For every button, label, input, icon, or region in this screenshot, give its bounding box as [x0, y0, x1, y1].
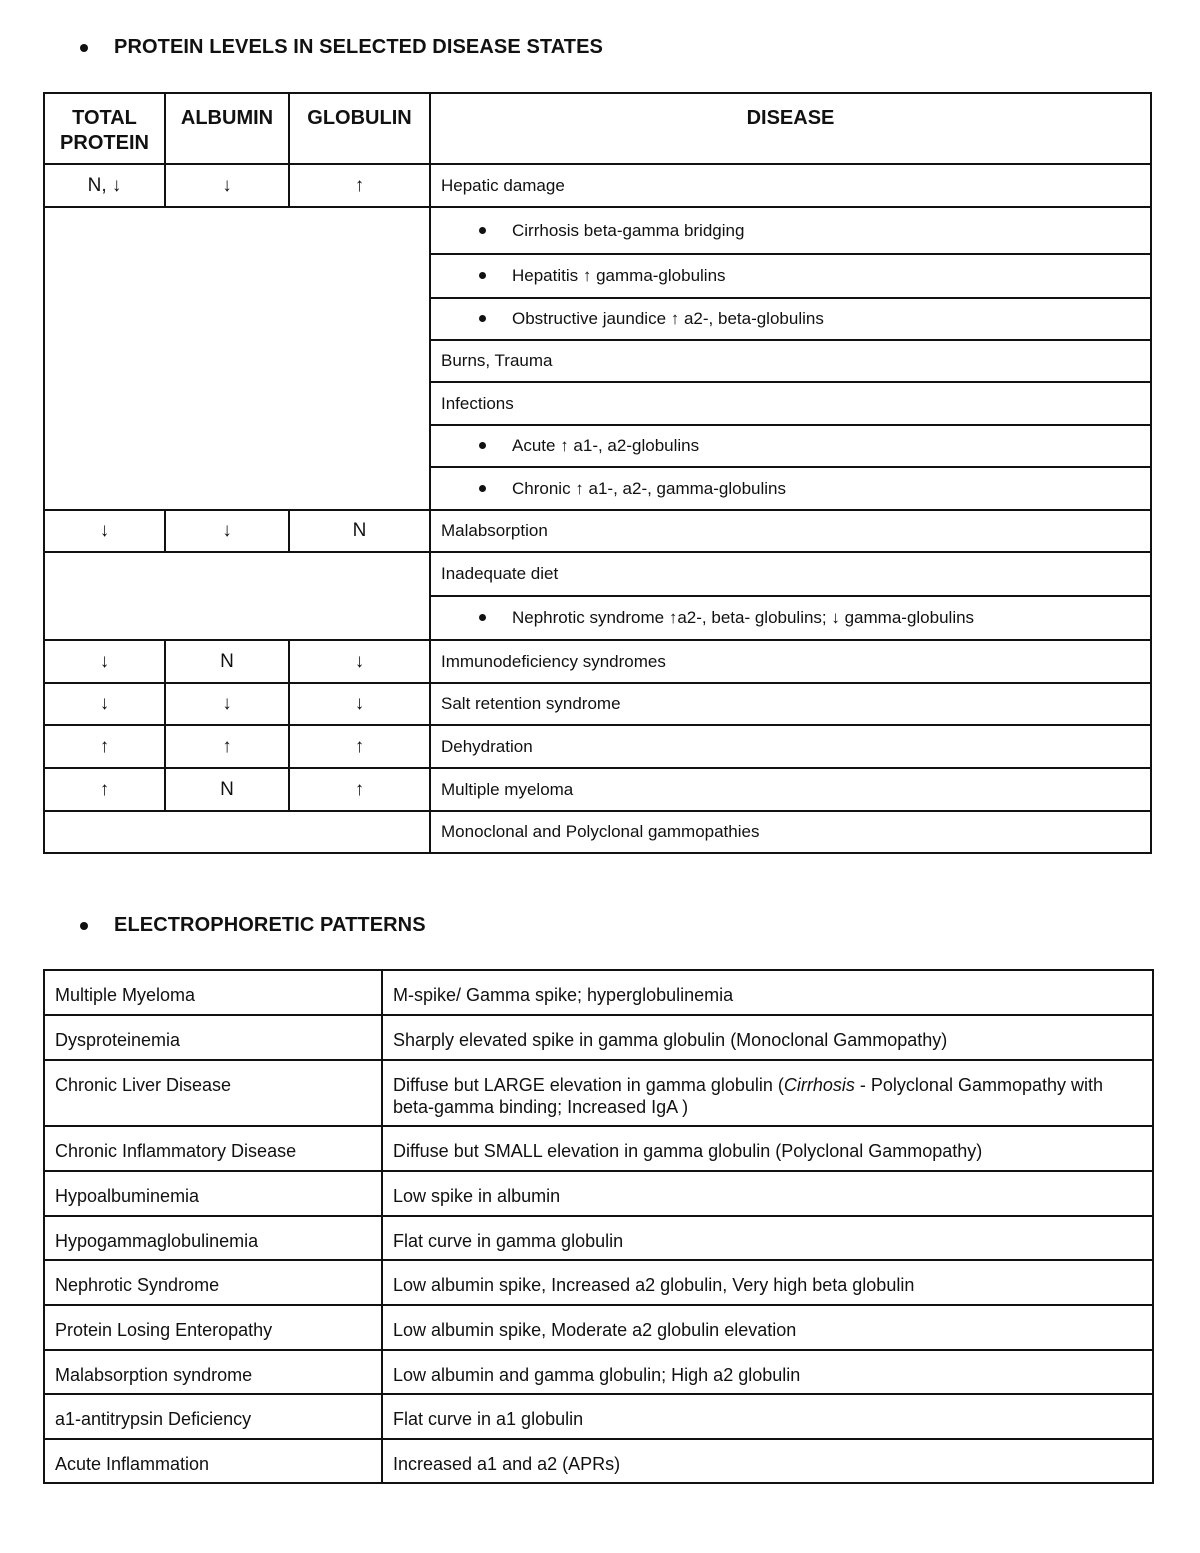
section-title: ELECTROPHORETIC PATTERNS	[114, 914, 426, 936]
disease-cell	[430, 298, 1151, 340]
disease-cell: Infections	[430, 382, 1151, 425]
section-title: PROTEIN LEVELS IN SELECTED DISEASE STATES	[114, 36, 603, 58]
table-row	[44, 970, 1153, 1015]
condition-cell: Acute Inflammation	[44, 1439, 382, 1483]
bullet-icon	[80, 922, 88, 930]
table-row	[44, 1015, 1153, 1060]
disease-cell	[430, 207, 1151, 254]
disease-text: Cirrhosis beta-gamma bridging	[512, 220, 745, 240]
condition-cell: Hypogammaglobulinemia	[44, 1216, 382, 1260]
disease-cell: Malabsorption	[430, 510, 1151, 552]
disease-text: Chronic ↑ a1-, a2-, gamma-globulins	[512, 478, 787, 498]
electrophoretic-patterns-table	[43, 969, 1154, 1484]
condition-cell: Chronic Inflammatory Disease	[44, 1126, 382, 1171]
table-row	[44, 207, 1151, 254]
pattern-cell: Sharply elevated spike in gamma globulin (Monoclonal Gammopathy)	[382, 1015, 1153, 1060]
table-row	[44, 1216, 1153, 1260]
table-row	[44, 510, 1151, 552]
disease-cell: Monoclonal and Polyclonal gammopathies	[430, 811, 1151, 853]
condition-cell: Protein Losing Enteropathy	[44, 1305, 382, 1350]
bullet-icon	[479, 442, 486, 449]
table-row	[44, 1305, 1153, 1350]
table-row	[44, 552, 1151, 596]
pattern-cell: M-spike/ Gamma spike; hyperglobulinemia	[382, 970, 1153, 1015]
table-row	[44, 811, 1151, 853]
condition-cell: a1-antitrypsin Deficiency	[44, 1394, 382, 1439]
disease-cell: Hepatic damage	[430, 164, 1151, 207]
empty-values-cell	[44, 552, 430, 640]
table-header-row	[44, 93, 1151, 164]
albumin-cell: ↑	[165, 725, 289, 768]
pattern-cell: Low albumin spike, Moderate a2 globulin elevation	[382, 1305, 1153, 1350]
bullet-icon	[479, 272, 486, 279]
section-heading-protein-levels	[80, 36, 603, 59]
disease-cell: Salt retention syndrome	[430, 683, 1151, 725]
table-row	[44, 1171, 1153, 1216]
table-row	[44, 1350, 1153, 1394]
pattern-cell: Increased a1 and a2 (APRs)	[382, 1439, 1153, 1483]
globulin-cell: N	[289, 510, 430, 552]
pattern-cell: Flat curve in a1 globulin	[382, 1394, 1153, 1439]
pattern-cell: Diffuse but SMALL elevation in gamma globulin (Polyclonal Gammopathy)	[382, 1126, 1153, 1171]
albumin-cell: ↓	[165, 510, 289, 552]
table-row	[44, 1060, 1153, 1126]
pattern-text: - Polyclonal Gammopathy with beta-gamma binding; Increased IgA )	[393, 1075, 1104, 1117]
pattern-cell: Low albumin and gamma globulin; High a2 globulin	[382, 1350, 1153, 1394]
disease-cell: Dehydration	[430, 725, 1151, 768]
header-disease: DISEASE	[430, 93, 1151, 164]
table-row	[44, 725, 1151, 768]
globulin-cell: ↑	[289, 164, 430, 207]
disease-cell: Multiple myeloma	[430, 768, 1151, 811]
pattern-cell: Low albumin spike, Increased a2 globulin, Very high beta globulin	[382, 1260, 1153, 1305]
pattern-text: Diffuse but LARGE elevation in gamma globulin (	[393, 1075, 784, 1095]
bullet-icon	[479, 614, 486, 621]
disease-cell: Burns, Trauma	[430, 340, 1151, 382]
table-row	[44, 683, 1151, 725]
table-row	[44, 640, 1151, 683]
globulin-cell: ↓	[289, 640, 430, 683]
condition-cell: Nephrotic Syndrome	[44, 1260, 382, 1305]
total-protein-cell: N, ↓	[44, 164, 165, 207]
table-row	[44, 1260, 1153, 1305]
header-total-protein: TOTAL PROTEIN	[44, 93, 165, 164]
table-row	[44, 1439, 1153, 1483]
condition-cell: Dysproteinemia	[44, 1015, 382, 1060]
empty-values-cell	[44, 207, 430, 510]
total-protein-cell: ↓	[44, 510, 165, 552]
header-albumin: ALBUMIN	[165, 93, 289, 164]
albumin-cell: N	[165, 768, 289, 811]
header-globulin: GLOBULIN	[289, 93, 430, 164]
disease-text: Hepatitis ↑ gamma-globulins	[512, 266, 726, 285]
total-protein-cell: ↓	[44, 683, 165, 725]
table-row	[44, 164, 1151, 207]
disease-cell: Immunodeficiency syndromes	[430, 640, 1151, 683]
disease-cell	[430, 425, 1151, 467]
condition-cell: Malabsorption syndrome	[44, 1350, 382, 1394]
bullet-icon	[80, 44, 88, 52]
globulin-cell: ↑	[289, 768, 430, 811]
globulin-cell: ↓	[289, 683, 430, 725]
albumin-cell: N	[165, 640, 289, 683]
section-heading-electrophoretic-patterns	[80, 914, 426, 937]
pattern-cell: Low spike in albumin	[382, 1171, 1153, 1216]
disease-text: Obstructive jaundice ↑ a2-, beta-globulins	[512, 309, 824, 328]
table-row	[44, 768, 1151, 811]
bullet-icon	[479, 485, 486, 492]
total-protein-cell: ↑	[44, 725, 165, 768]
disease-text: Nephrotic syndrome ↑a2-, beta- globulins; ↓ gamma-globulins	[512, 608, 975, 627]
table-row	[44, 1126, 1153, 1171]
condition-cell: Chronic Liver Disease	[44, 1060, 382, 1126]
bullet-icon	[479, 227, 486, 234]
disease-cell: Inadequate diet	[430, 552, 1151, 596]
protein-levels-table	[43, 92, 1152, 854]
condition-cell: Hypoalbuminemia	[44, 1171, 382, 1216]
disease-cell	[430, 467, 1151, 510]
globulin-cell: ↑	[289, 725, 430, 768]
pattern-italic-text: Cirrhosis	[783, 1075, 855, 1095]
empty-values-cell	[44, 811, 430, 853]
table-row	[44, 1394, 1153, 1439]
pattern-cell	[382, 1060, 1153, 1126]
albumin-cell: ↓	[165, 683, 289, 725]
disease-text: Acute ↑ a1-, a2-globulins	[512, 436, 700, 455]
bullet-icon	[479, 315, 486, 322]
pattern-cell: Flat curve in gamma globulin	[382, 1216, 1153, 1260]
total-protein-cell: ↓	[44, 640, 165, 683]
total-protein-cell: ↑	[44, 768, 165, 811]
albumin-cell: ↓	[165, 164, 289, 207]
disease-cell	[430, 254, 1151, 298]
condition-cell: Multiple Myeloma	[44, 970, 382, 1015]
disease-cell	[430, 596, 1151, 640]
